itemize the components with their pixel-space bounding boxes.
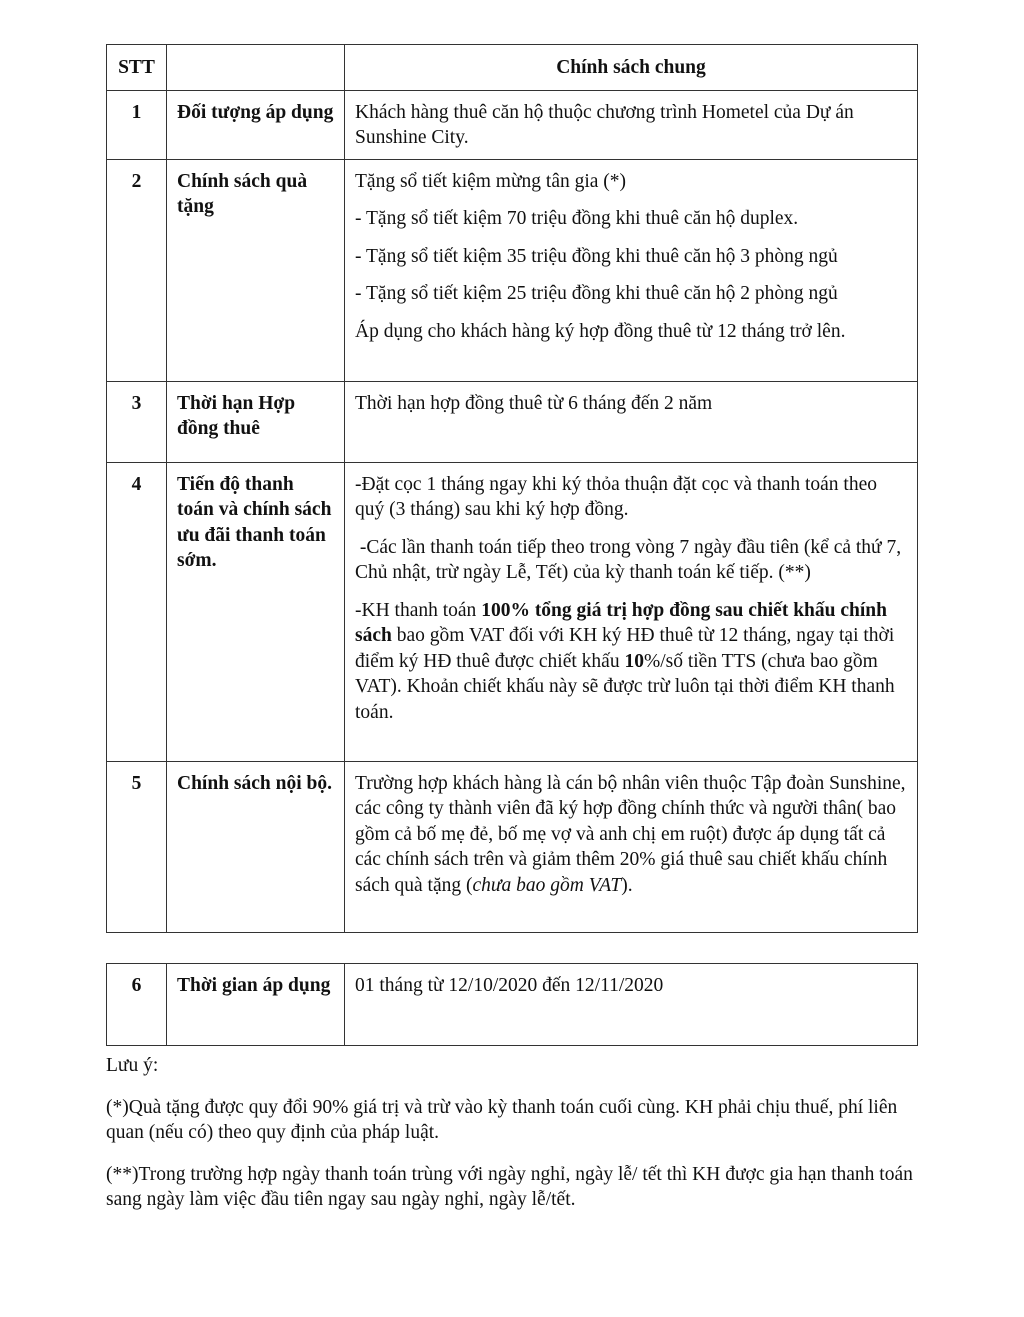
row-label: Thời gian áp dụng <box>167 964 345 1046</box>
row-label: Đối tượng áp dụng <box>167 90 345 159</box>
row-content <box>345 90 918 159</box>
row-content <box>345 462 918 761</box>
content-paragraph: - Tặng sổ tiết kiệm 25 triệu đồng khi thuê căn hộ 2 phòng ngủ <box>355 283 838 304</box>
header-stt: STT <box>107 45 167 91</box>
table-row <box>107 761 918 932</box>
row-number: 3 <box>107 381 167 462</box>
content-paragraph: Khách hàng thuê căn hộ thuộc chương trình Hometel của Dự án Sunshine City. <box>355 101 854 148</box>
row-label: Tiến độ thanh toán và chính sách ưu đãi thanh toán sớm. <box>167 462 345 761</box>
note-item: (*)Quà tặng được quy đổi 90% giá trị và trừ vào kỳ thanh toán cuối cùng. KH phải chịu thuế, phí liên quan (nếu có) theo quy định của pháp luật. <box>106 1096 898 1143</box>
content-paragraph <box>355 598 907 726</box>
content-paragraph: - Tặng sổ tiết kiệm 70 triệu đồng khi thuê căn hộ duplex. <box>355 208 799 229</box>
table-row <box>107 964 918 1046</box>
row-number: 1 <box>107 90 167 159</box>
row-number: 2 <box>107 159 167 381</box>
row-number: 6 <box>107 964 167 1046</box>
row-label: Thời hạn Hợp đồng thuê <box>167 381 345 462</box>
row-label: Chính sách quà tặng <box>167 159 345 381</box>
row-content <box>345 159 918 381</box>
text-run: bao gồm VAT đối với KH ký HĐ thuê từ 12 tháng, ngay tại thời điểm ký HĐ thuê được chiết khấu <box>355 625 895 672</box>
content-paragraph <box>355 771 907 899</box>
note-item: (**)Trong trường hợp ngày thanh toán trùng với ngày nghỉ, ngày lễ/ tết thì KH được gia hạn thanh toán sang ngày làm việc đầu tiên ngay sau ngày nghỉ, ngày lễ/tết. <box>106 1163 913 1210</box>
header-blank <box>167 45 345 91</box>
bold-text: 10 <box>624 650 644 672</box>
text-run: %/số tiền TTS (chưa bao gồm VAT). Khoản chiết khấu này sẽ được trừ luôn tại thời điểm KH thanh toán. <box>355 650 895 723</box>
policy-table <box>106 44 918 933</box>
content-paragraph: Thời hạn hợp đồng thuê từ 6 tháng đến 2 năm <box>355 392 713 414</box>
content-paragraph: Áp dụng cho khách hàng ký hợp đồng thuê từ 12 tháng trở lên. <box>355 320 846 342</box>
notes-section <box>106 1053 918 1225</box>
notes-title: Lưu ý: <box>106 1055 159 1076</box>
content-paragraph: -Các lần thanh toán tiếp theo trong vòng 7 ngày đầu tiên (kể cả thứ 7, Chủ nhật, trừ ngày Lễ, Tết) của kỳ thanh toán kế tiếp. (**) <box>355 536 906 583</box>
table-row <box>107 462 918 761</box>
header-policy: Chính sách chung <box>345 45 918 91</box>
content-paragraph: Tặng sổ tiết kiệm mừng tân gia (*) <box>355 170 627 192</box>
row-content: 01 tháng từ 12/10/2020 đến 12/11/2020 <box>345 964 918 1046</box>
content-paragraph: - Tặng sổ tiết kiệm 35 triệu đồng khi thuê căn hộ 3 phòng ngủ <box>355 245 838 267</box>
text-run: Trường hợp khách hàng là cán bộ nhân viên thuộc Tập đoàn Sunshine, các công ty thành viên đã ký hợp đồng chính thức và người thân( bao gồm cả bố mẹ đẻ, bố mẹ vợ và anh chị em ruột) được áp dụng tất cả các chính sách trên và giảm thêm 20% giá thuê sau chiết khấu chính sách quà tặng ( <box>355 772 906 896</box>
table-row <box>107 159 918 381</box>
row-number: 5 <box>107 761 167 932</box>
bold-text: 100% tổng giá trị hợp đồng sau chiết khấu chính sách <box>355 599 887 646</box>
table-row <box>107 90 918 159</box>
text-run: -KH thanh toán <box>355 599 482 621</box>
text-run: ). <box>621 874 633 896</box>
row-label: Chính sách nội bộ. <box>167 761 345 932</box>
row-number: 4 <box>107 462 167 761</box>
table-header-row <box>107 45 918 91</box>
table-row <box>107 381 918 462</box>
row-content <box>345 761 918 932</box>
italic-text: chưa bao gồm VAT <box>472 874 622 896</box>
content-paragraph: -Đặt cọc 1 tháng ngay khi ký thỏa thuận đặt cọc và thanh toán theo quý (3 tháng) sau khi ký hợp đồng. <box>355 473 878 520</box>
application-period-table <box>106 963 918 1046</box>
row-content <box>345 381 918 462</box>
